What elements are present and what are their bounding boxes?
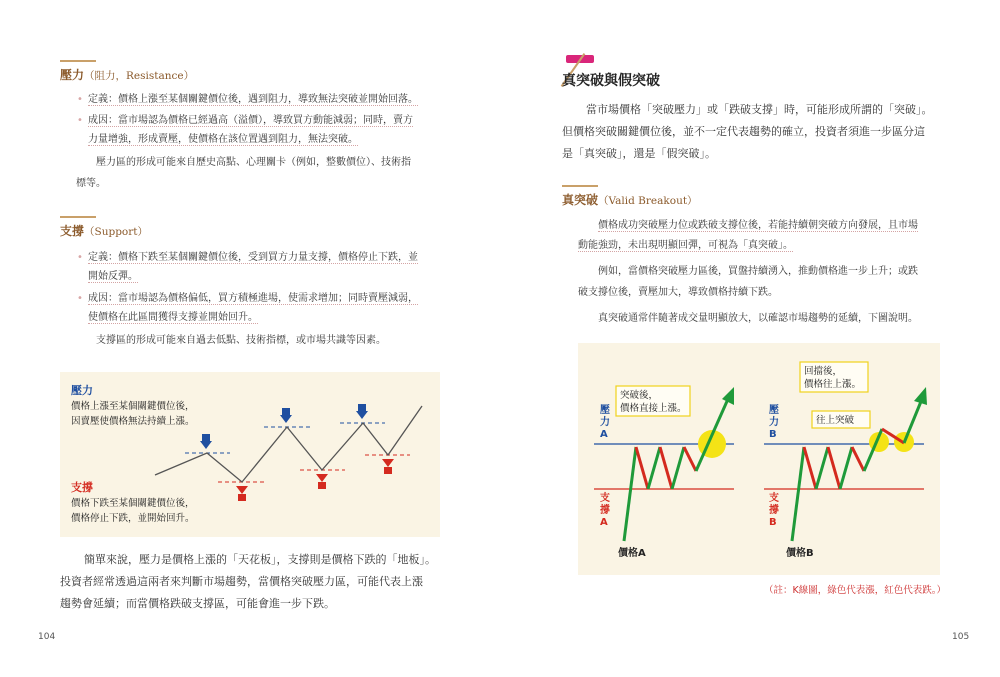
- summary-line1: 簡單來說，壓力是價格上漲的「天花板」，支撐則是價格下跌的「地板」。: [84, 553, 436, 566]
- resistance-arrow-1: [200, 434, 212, 449]
- valid-p1-line1-text: 價格成功突破壓力位或跌破支撐位後，若能持續朝突破方向發展，且市場: [598, 220, 918, 231]
- support-cause: • 成因：當市場認為價格偏低，買方積極進場，使需求增加；同時賣壓減弱，: [77, 293, 418, 304]
- support-arrow-2: [316, 474, 328, 489]
- figure-resistance-text1: 價格上漲至某個關鍵價位後，: [71, 401, 195, 412]
- intro-line3: 是「真突破」，還是「假突破」。: [562, 147, 716, 160]
- resistance-definition: • 定義：價格上漲至某個關鍵價位後，遇到阻力，導致無法突破並開始回落。: [77, 94, 418, 105]
- support-definition-cont: [88, 267, 138, 286]
- b-sup-label-3: B: [769, 517, 777, 528]
- resistance-cause: • 成因：當市場認為價格已經過高（溢價），導致買方動能減弱；同時，賣方: [77, 115, 413, 126]
- a-breakout-rise: [696, 399, 728, 471]
- valid-breakout-heading: [562, 191, 698, 208]
- resistance-note-line1: 壓力區的形成可能來自歷史高點、心理關卡（例如，整數價位）、技術指: [96, 157, 411, 168]
- a-callout-line2: 價格直接上漲。: [620, 403, 687, 414]
- figure-support-label: 支撐: [71, 481, 93, 494]
- a-sup-label-3: A: [600, 517, 608, 528]
- support-note: 支撐區的形成可能來自過去低點、技術指標，或市場共識等因素。: [96, 335, 386, 346]
- figure-support-text1: 價格下跌至某個關鍵價位後，: [71, 498, 195, 509]
- summary-line3: 趨勢會延續；而當價格跌破支撐區，可能會進一步下跌。: [60, 597, 335, 610]
- resistance-cause-line1: 成因：當市場認為價格已經過高（溢價），導致買方動能減弱；同時，賣方: [88, 115, 413, 126]
- resistance-title-en: （阻力，Resistance）: [84, 70, 195, 82]
- b-fall-1: [804, 447, 816, 489]
- section-rule: [60, 216, 96, 218]
- resistance-definition-text: 定義：價格上漲至某個關鍵價位後，遇到阻力，導致無法突破並開始回落。: [88, 94, 418, 105]
- section-rule: [562, 185, 598, 187]
- page-number-left: 104: [38, 632, 56, 642]
- b-callout-mid-text: 往上突破: [816, 415, 855, 426]
- resistance-cause-line2: 力量增強，形成賣壓，使價格在該位置遇到阻力，無法突破。: [88, 134, 358, 145]
- section-rule: [60, 60, 96, 62]
- a-fall-3: [684, 447, 696, 471]
- a-fall-1: [636, 447, 648, 489]
- support-heading: [60, 222, 148, 239]
- b-rise-2: [816, 447, 828, 489]
- b-rise-1: [792, 447, 804, 541]
- valid-p2-line1: 例如，當價格突破壓力區後，買盤持續湧入，推動價格進一步上升；或跌: [598, 266, 918, 277]
- valid-p2-line2: 破支撐位後，賣壓加大，導致價格持續下跌。: [578, 287, 778, 298]
- breakout-diagram: [578, 343, 940, 575]
- figure-resistance-text2: 因賣壓使價格無法持續上漲。: [71, 416, 195, 427]
- a-sup-label-1: 支: [600, 493, 610, 504]
- support-definition-line2: 開始反彈。: [88, 271, 138, 282]
- resistance-arrow-3: [356, 404, 368, 419]
- support-arrow-1: [236, 486, 248, 501]
- b-callout-top-line1: 回擋後，: [804, 366, 843, 377]
- valid-breakout-title-en: （Valid Breakout）: [598, 195, 698, 207]
- intro-line2: 但價格突破關鍵價位後，並不一定代表趨勢的確立，投資者須進一步區分這: [562, 125, 925, 138]
- right-page: [500, 0, 1000, 677]
- b-final-rise: [904, 399, 922, 443]
- b-res-label-2: 力: [769, 417, 779, 428]
- valid-p1-line2: [578, 236, 793, 255]
- support-title-en: （Support）: [84, 226, 148, 238]
- a-rise-3: [672, 447, 684, 489]
- valid-breakout-figure: [578, 343, 940, 575]
- a-fall-2: [660, 447, 672, 489]
- b-rise-3: [840, 447, 852, 489]
- support-cause-line1: 成因：當市場認為價格偏低，買方積極進場，使需求增加；同時賣壓減弱，: [88, 293, 418, 304]
- valid-breakout-title: 真突破: [562, 193, 599, 207]
- b-arrow-head: [914, 387, 927, 405]
- a-rise-2: [648, 447, 660, 489]
- support-resistance-figure: [60, 372, 440, 537]
- resistance-heading: [60, 66, 194, 83]
- figure-support-text2: 價格停止下跌，並開始回升。: [71, 513, 195, 524]
- figure-note: （註：K線圖，綠色代表漲，紅色代表跌。）: [764, 585, 946, 596]
- support-cause-cont: [88, 308, 258, 327]
- resistance-title: 壓力: [60, 68, 85, 82]
- a-res-label-3: A: [600, 429, 608, 440]
- b-res-label-3: B: [769, 429, 777, 440]
- support-resistance-diagram: [60, 372, 440, 537]
- resistance-arrow-2: [280, 408, 292, 423]
- b-res-label-1: 壓: [769, 405, 779, 416]
- resistance-note-line2: 標等。: [76, 178, 106, 189]
- resistance-cause-cont: [88, 130, 358, 149]
- b-price-label: 價格B: [786, 548, 814, 559]
- page-number-right: 105: [952, 632, 970, 642]
- b-sup-label-1: 支: [769, 493, 779, 504]
- a-price-label: 價格A: [618, 548, 646, 559]
- a-callout-line1: 突破後，: [620, 390, 659, 401]
- valid-p1-line1: [598, 216, 918, 235]
- page-heading: 真突破與假突破: [562, 73, 660, 89]
- support-title: 支撐: [60, 224, 85, 238]
- valid-p3: 真突破通常伴隨著成交量明顯放大，以確認市場趨勢的延續，下圖說明。: [598, 313, 918, 324]
- b-fall-2: [828, 447, 840, 489]
- a-rise-1: [624, 447, 636, 541]
- a-res-label-1: 壓: [600, 405, 610, 416]
- support-definition-line1: 定義：價格下跌至某個關鍵價位後，受到買方力量支撐，價格停止下跌，並: [88, 252, 418, 263]
- figure-resistance-label: 壓力: [71, 384, 93, 397]
- a-res-label-2: 力: [600, 417, 610, 428]
- a-sup-label-2: 撐: [600, 505, 610, 516]
- b-fall-3: [852, 447, 864, 471]
- support-arrow-3: [382, 459, 394, 474]
- valid-p1-line2-text: 動能強勁，未出現明顯回彈，可視為「真突破」。: [578, 240, 793, 251]
- support-cause-line2: 使價格在此區間獲得支撐並開始回升。: [88, 312, 258, 323]
- summary-line2: 投資者經常透過這兩者來判斷市場趨勢，當價格突破壓力區，可能代表上漲: [60, 575, 423, 588]
- b-callout-top-line2: 價格往上漲。: [804, 379, 862, 390]
- b-sup-label-2: 撐: [769, 505, 779, 516]
- support-definition: • 定義：價格下跌至某個關鍵價位後，受到買方力量支撐，價格停止下跌，並: [77, 252, 418, 263]
- intro-line1: 當市場價格「突破壓力」或「跌破支撐」時，可能形成所謂的「突破」。: [586, 103, 933, 116]
